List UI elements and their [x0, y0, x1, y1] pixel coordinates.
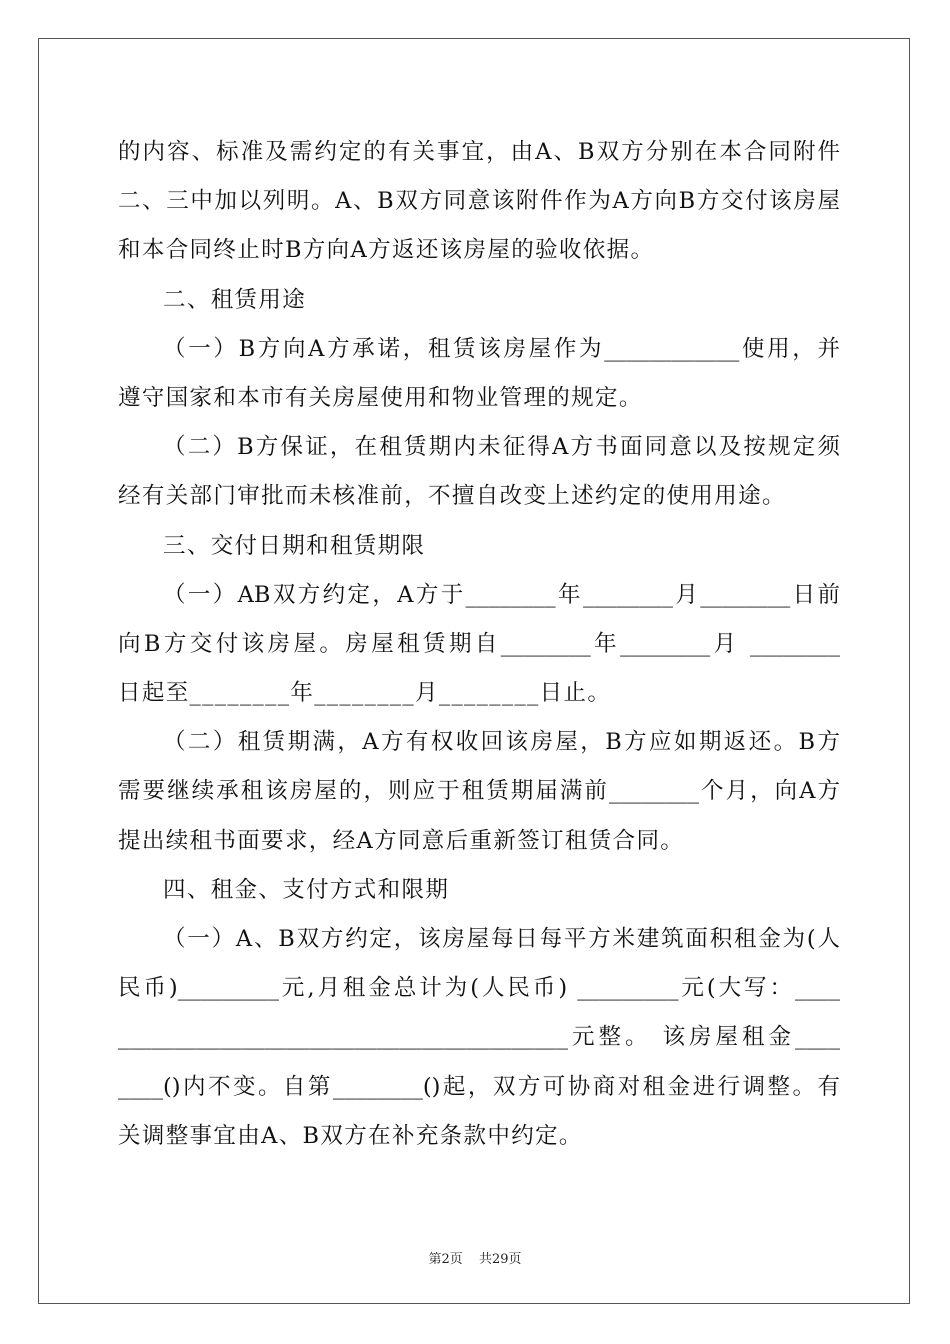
paragraph-line: 二、三中加以列明。A、B双方同意该附件作为A方向B方交付该房屋 — [118, 188, 840, 215]
page-footer — [0, 1248, 950, 1267]
paragraph-line: 需要继续承租该房屋的，则应于租赁期届满前________个月，向A方 — [118, 778, 840, 805]
paragraph-line: 向B方交付该房屋。房屋租赁期自________年________月 ________ — [118, 630, 840, 657]
total-pages: 共29页 — [478, 1252, 522, 1267]
paragraph-line: （一）A、B双方约定，该房屋每日每平方米建筑面积租金为(人 — [163, 926, 840, 952]
paragraph-line: （二）租赁期满，A方有权收回该房屋，B方应如期返还。B方 — [163, 729, 840, 756]
paragraph-line: （一）B方向A方承诺，租赁该房屋作为____________使用，并 — [163, 335, 840, 362]
paragraph-line: 的内容、标准及需约定的有关事宜，由A、B双方分别在本合同附件 — [118, 139, 840, 165]
section-heading: 四、租金、支付方式和限期 — [163, 876, 450, 903]
paragraph-line: 经有关部门审批而未核准前，不擅自改变上述约定的使用用途。 — [118, 483, 786, 510]
section-heading: 二、租赁用途 — [163, 286, 307, 313]
paragraph-line: 提出续租书面要求，经A方同意后重新签订租赁合同。 — [118, 827, 685, 854]
paragraph-line: （一）AB双方约定，A方于________年________月________日前 — [163, 581, 840, 608]
paragraph-line: 关调整事宜由A、B双方在补充条款中约定。 — [118, 1122, 583, 1149]
paragraph-line: 日起至________年________月________日止。 — [118, 680, 612, 707]
paragraph-line: 遵守国家和本市有关房屋使用和物业管理的规定。 — [118, 384, 643, 411]
paragraph-line: ________________________________________元整。 该房屋租金____ — [118, 1024, 840, 1051]
paragraph-line: 民币)_________元,月租金总计为(人民币) _________元(大写：____ — [118, 975, 840, 1002]
section-heading: 三、交付日期和租赁期限 — [163, 532, 426, 559]
paragraph-line: （二）B方保证，在租赁期内未征得A方书面同意以及按规定须 — [163, 434, 840, 461]
page-number: 第2页 — [428, 1252, 463, 1267]
paragraph-line: 和本合同终止时B方向A方返还该房屋的验收依据。 — [118, 237, 655, 264]
paragraph-line: ____()内不变。自第________()起，双方可协商对租金进行调整。有 — [118, 1073, 840, 1100]
document-body — [118, 128, 840, 1161]
